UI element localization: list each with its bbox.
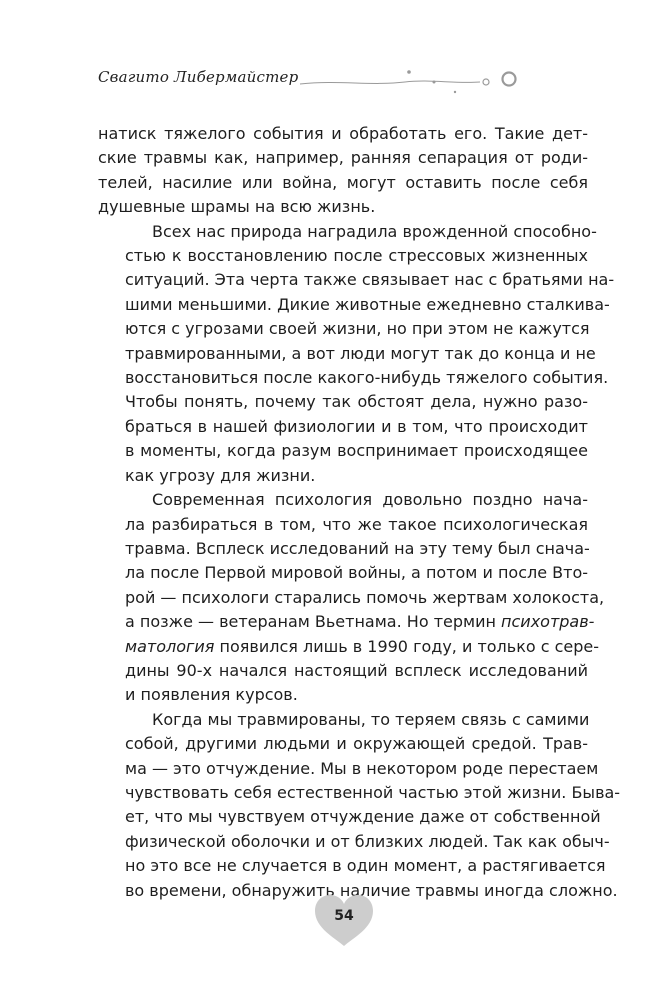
text-line: Всех нас природа наградила врожденной способно- — [152, 221, 597, 241]
text-line: ские травмы как, например, ранняя сепарация от роди- — [98, 148, 588, 168]
author-name: Свагито Либермайстер — [98, 68, 299, 86]
text-line: но это все не случается в один момент, а растягивается — [125, 856, 606, 876]
running-header — [0, 0, 665, 110]
text-line: матология появился лишь в 1990 году, и только с сере- — [125, 636, 600, 656]
text-line: Современная психология довольно поздно нача- — [152, 490, 588, 510]
page-number: 54 — [334, 908, 354, 924]
text-line: ситуаций. Эта черта также связывает нас с братьями на- — [125, 270, 615, 290]
text-line: а позже — ветеранам Вьетнама. Но термин психотрав- — [125, 612, 595, 632]
text-line: восстановиться после какого-нибудь тяжелого события. — [125, 368, 609, 388]
page-number-badge — [313, 894, 375, 948]
paragraph — [98, 220, 615, 488]
paragraph — [98, 708, 621, 903]
text-line: стью к восстановлению после стрессовых жизненных — [125, 246, 588, 266]
text-line: шими меньшими. Дикие животные ежедневно сталкива- — [125, 294, 610, 314]
text-line: дины 90-х начался настоящий всплеск исследований — [125, 660, 588, 680]
paragraph — [98, 488, 605, 708]
text-line: в моменты, когда разум воспринимает происходящее — [125, 441, 588, 461]
text-line: ла после Первой мировой войны, а потом и после Вто- — [125, 563, 589, 583]
paragraph — [98, 122, 588, 220]
page-body — [98, 122, 621, 903]
text-line: ла разбираться в том, что же такое психологическая — [125, 514, 588, 534]
header-ornament — [0, 0, 665, 110]
text-line: и появления курсов. — [125, 685, 298, 705]
text-line: во времени, обнаружить наличие травмы иногда сложно. — [125, 880, 618, 900]
text-line: душевные шрамы на всю жизнь. — [98, 197, 376, 217]
text-line: браться в нашей физиологии и в том, что происходит — [125, 416, 588, 436]
text-line: физической оболочки и от близких людей. Так как обыч- — [125, 831, 610, 851]
text-line: ются с угрозами своей жизни, но при этом не кажутся — [125, 319, 590, 339]
text-line: как угрозу для жизни. — [125, 465, 316, 485]
text-line: телей, насилие или война, могут оставить после себя — [98, 172, 588, 192]
text-line: рой — психологи старались помочь жертвам холокоста, — [125, 587, 605, 607]
text-line: Когда мы травмированы, то теряем связь с самими — [152, 709, 590, 729]
text-line: травмированными, а вот люди могут так до конца и не — [125, 343, 596, 363]
text-line: чувствовать себя естественной частью этой жизни. Быва- — [125, 782, 621, 802]
text-line: натиск тяжелого события и обработать его. Такие дет- — [98, 124, 588, 143]
text-line: ет, что мы чувствуем отчуждение даже от собственной — [125, 807, 601, 827]
text-line: ма — это отчуждение. Мы в некотором роде перестаем — [125, 758, 599, 778]
text-line: Чтобы понять, почему так обстоят дела, нужно разо- — [125, 392, 588, 412]
text-line: собой, другими людьми и окружающей средой. Трав- — [125, 734, 588, 754]
text-line: травма. Всплеск исследований на эту тему был снача- — [125, 538, 590, 558]
